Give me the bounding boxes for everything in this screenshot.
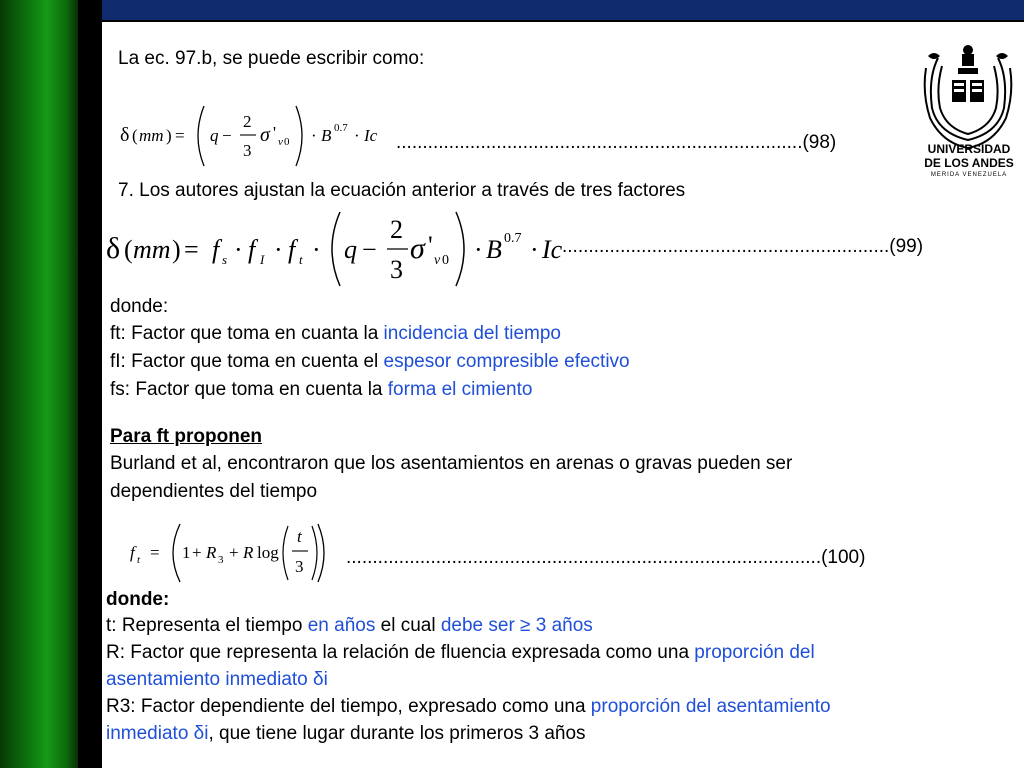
intro-text: La ec. 97.b, se puede escribir como: <box>118 48 425 69</box>
university-name-line-1: UNIVERSIDAD <box>927 142 1011 156</box>
t-definition <box>106 615 593 637</box>
eq98-label: .............................................................................(98) <box>396 132 837 153</box>
svg-text:t: t <box>297 527 302 546</box>
svg-text:(: ( <box>124 235 133 264</box>
university-name <box>920 142 1018 180</box>
svg-text:0: 0 <box>442 253 449 268</box>
university-name-line-2: DE LOS ANDES <box>924 156 1014 170</box>
donde-label-1: donde: <box>110 296 169 317</box>
burland-line-2: dependientes del tiempo <box>110 481 318 502</box>
r3-highlight-1: proporción del asentamiento <box>590 696 831 717</box>
svg-text:Ic: Ic <box>364 126 378 145</box>
svg-text:=: = <box>150 543 160 562</box>
sidebar-black-band <box>78 0 102 768</box>
svg-text:·: · <box>354 126 360 145</box>
top-bar <box>102 0 1024 22</box>
svg-text:Ic: Ic <box>542 235 563 264</box>
r3-definition-line-2 <box>106 723 586 745</box>
svg-text:R: R <box>243 543 254 562</box>
svg-text:+: + <box>192 543 202 562</box>
r3-definition-line-1 <box>106 696 831 718</box>
svg-text:s: s <box>222 252 228 267</box>
fi-definition <box>110 351 630 373</box>
sidebar-green-band <box>0 0 78 768</box>
svg-text:2: 2 <box>243 112 252 131</box>
svg-text:': ' <box>428 231 433 260</box>
r3-highlight-2: inmediato δi <box>106 723 209 744</box>
t-highlight-1: en años <box>307 615 376 636</box>
svg-text:R: R <box>206 543 217 562</box>
svg-text:2: 2 <box>390 215 403 244</box>
svg-text:·: · <box>311 126 317 145</box>
fi-highlight: espesor compresible efectivo <box>383 351 630 372</box>
svg-text:f: f <box>248 235 256 264</box>
svg-text:q: q <box>344 235 357 264</box>
svg-text:0.7: 0.7 <box>334 122 348 134</box>
svg-text:·: · <box>530 235 539 264</box>
item-7-text: 7. Los autores ajustan la ecuación anterior a través de tres factores <box>118 180 686 201</box>
svg-text:0.7: 0.7 <box>504 231 522 246</box>
svg-text:·: · <box>234 235 243 264</box>
ft-highlight: incidencia del tiempo <box>383 323 561 344</box>
para-ft-heading: Para ft proponen <box>110 426 263 447</box>
svg-text:·: · <box>312 235 321 264</box>
svg-text:): ) <box>166 126 172 145</box>
fs-prefix: fs: Factor que toma en cuenta la <box>110 379 388 400</box>
svg-text:3: 3 <box>218 554 224 566</box>
eq99-label: ..............................................................(99) <box>562 236 924 257</box>
svg-text:=: = <box>175 126 185 145</box>
svg-text:+: + <box>229 543 239 562</box>
ft-prefix: ft: Factor que toma en cuanta la <box>110 323 384 344</box>
donde-label-2: donde: <box>106 589 170 610</box>
svg-text:t: t <box>137 554 141 566</box>
svg-text:·: · <box>274 235 283 264</box>
r3-suffix: , que tiene lugar durante los primeros 3 años <box>208 723 586 744</box>
svg-text:I: I <box>260 252 265 267</box>
svg-text:=: = <box>184 235 199 264</box>
svg-text:3: 3 <box>243 141 252 160</box>
svg-text:B: B <box>486 235 502 264</box>
svg-text:f: f <box>288 235 296 264</box>
svg-text:v: v <box>434 253 441 268</box>
svg-text:σ: σ <box>410 232 425 265</box>
svg-text:δ: δ <box>106 232 121 265</box>
svg-text:): ) <box>172 235 181 264</box>
svg-text:t: t <box>299 252 303 267</box>
svg-text:mm: mm <box>139 126 164 145</box>
svg-text:1: 1 <box>182 543 191 562</box>
svg-text:f: f <box>212 235 220 264</box>
svg-text:f: f <box>130 543 135 562</box>
fs-definition <box>110 379 532 401</box>
r-prefix: R: Factor que representa la relación de fluencia expresada como una <box>106 642 695 663</box>
svg-text:log: log <box>257 543 279 562</box>
svg-text:·: · <box>474 235 483 264</box>
fs-highlight: forma el cimiento <box>387 379 533 400</box>
svg-text:B: B <box>321 126 332 145</box>
svg-text:δ: δ <box>120 124 130 146</box>
svg-text:3: 3 <box>295 557 304 576</box>
svg-text:mm: mm <box>133 235 171 264</box>
svg-text:': ' <box>273 123 277 142</box>
svg-text:v: v <box>278 136 283 148</box>
equation-100 <box>128 520 328 586</box>
svg-text:−: − <box>222 126 232 145</box>
equation-99 <box>104 206 574 292</box>
svg-text:q: q <box>210 126 219 145</box>
svg-text:3: 3 <box>390 255 403 284</box>
r3-prefix: R3: Factor dependiente del tiempo, expresado como una <box>106 696 591 717</box>
svg-text:(: ( <box>132 126 138 145</box>
burland-line-1: Burland et al, encontraron que los asentamientos en arenas o gravas pueden ser <box>110 453 793 474</box>
t-mid: el cual <box>375 615 441 636</box>
t-highlight-2: debe ser ≥ 3 años <box>440 615 593 636</box>
svg-text:0: 0 <box>284 136 290 148</box>
svg-text:σ: σ <box>260 124 270 146</box>
ft-definition <box>110 323 561 345</box>
r-highlight-1: proporción del <box>694 642 815 663</box>
r-definition-line-1 <box>106 642 815 664</box>
equation-98 <box>118 100 398 172</box>
r-highlight-2: asentamiento inmediato δi <box>106 669 328 690</box>
t-prefix: t: Representa el tiempo <box>106 615 308 636</box>
university-location: MERIDA VENEZUELA <box>930 172 1008 178</box>
fi-prefix: fI: Factor que toma en cuenta el <box>110 351 384 372</box>
svg-text:−: − <box>362 235 377 264</box>
eq100-label: ..........................................................................................(100) <box>346 547 866 568</box>
